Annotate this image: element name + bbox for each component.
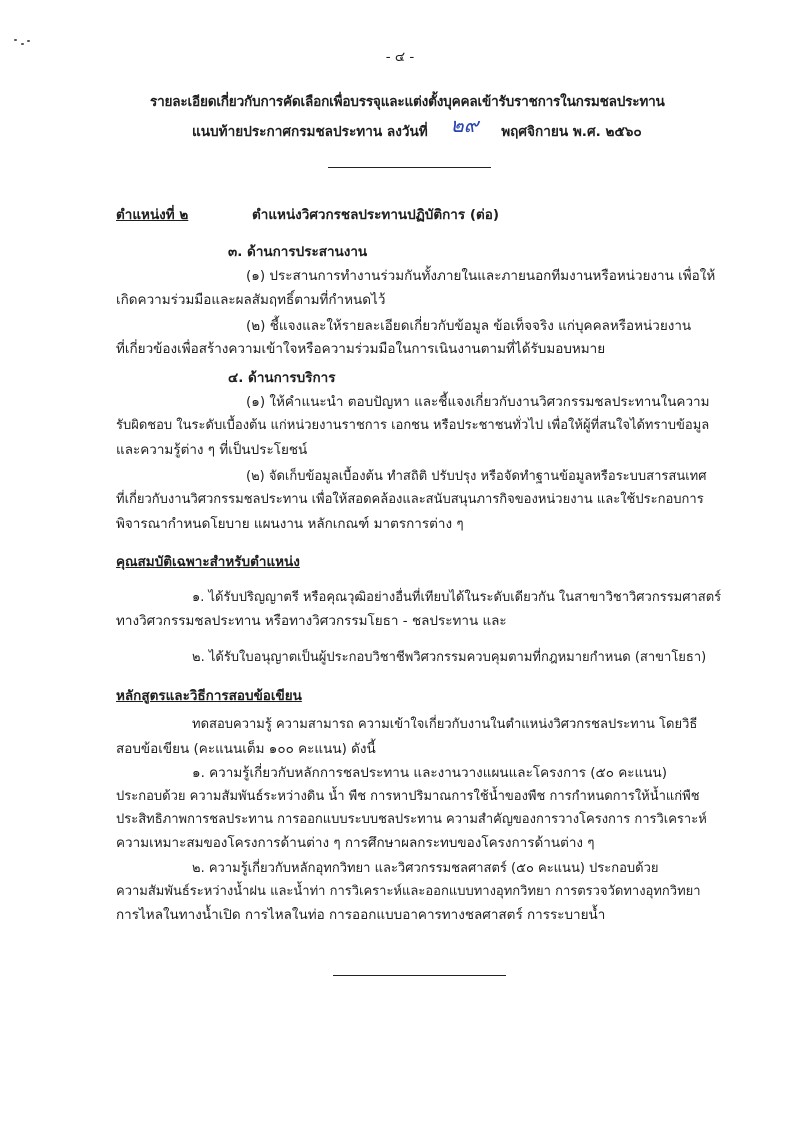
scan-speck xyxy=(27,40,30,42)
qualifications-item-1-line-1: ๑. ได้รับปริญญาตรี หรือคุณวุฒิอย่างอื่นที่เทียบได้ในระดับเดียวกัน ในสาขาวิชาวิศวกรรมศาสตร์ xyxy=(192,590,722,605)
exam-item-1-line-1: ๑. ความรู้เกี่ยวกับหลักการชลประทาน และงานวางแผนและโครงการ (๕๐ คะแนน) xyxy=(192,765,667,781)
section-4-item-1-line-3: และความรู้ต่าง ๆ ที่เป็นประโยชน์ xyxy=(116,442,308,458)
position-name: ตำแหน่งวิศวกรชลประทานปฏิบัติการ (ต่อ) xyxy=(252,207,500,223)
exam-item-1-line-3: ประสิทธิภาพการชลประทาน การออกแบบระบบชลประทาน ความสำคัญของการวางโครงการ การวิเคราะห์ xyxy=(116,812,707,827)
section-3-item-1-line-1: (๑) ประสานการทำงานร่วมกันทั้งภายในและภายนอกทีมงานหรือหน่วยงาน เพื่อให้ xyxy=(246,268,716,284)
section-3-item-2-line-1: (๒) ชี้แจงและให้รายละเอียดเกี่ยวกับข้อมูล ข้อเท็จจริง แก่บุคคลหรือหน่วยงาน xyxy=(246,318,692,334)
page-number: - ๔ - xyxy=(385,49,415,65)
exam-intro-line-2: สอบข้อเขียน (คะแนนเต็ม ๑๐๐ คะแนน) ดังนี้ xyxy=(116,741,376,757)
section-4-item-2-line-2: ที่เกี่ยวกับงานวิศวกรรมชลประทาน เพื่อให้สอดคล้องและสนับสนุนภารกิจของหน่วยงาน และใช้ประกอบการ xyxy=(116,492,704,507)
title-divider xyxy=(328,167,491,168)
exam-item-1-line-4: ความเหมาะสมของโครงการด้านต่าง ๆ การศึกษาผลกระทบของโครงการด้านต่าง ๆ xyxy=(116,835,595,851)
section-4-heading: ๔. ด้านการบริการ xyxy=(228,370,336,386)
scan-speck xyxy=(14,39,17,41)
qualifications-item-2-line-1: ๒. ได้รับใบอนุญาตเป็นผู้ประกอบวิชาชีพวิศวกรรมควบคุมตามที่กฎหมายกำหนด (สาขาโยธา) xyxy=(192,650,707,665)
exam-item-2-line-2: ความสัมพันธ์ระหว่างน้ำฝน และน้ำท่า การวิเคราะห์และออกแบบทางอุทกวิทยา การตรวจวัดทางอุทกวิทยา xyxy=(116,884,701,899)
title-line-2-suffix: พฤศจิกายน พ.ศ. ๒๕๖๐ xyxy=(501,124,642,140)
exam-item-2-line-3: การไหลในทางน้ำเปิด การไหลในท่อ การออกแบบอาคารทางชลศาสตร์ การระบายน้ำ xyxy=(116,907,606,923)
qualifications-heading: คุณสมบัติเฉพาะสำหรับตำแหน่ง xyxy=(116,554,300,570)
section-4-item-1-line-2: รับผิดชอบ ในระดับเบื้องต้น แก่หน่วยงานราชการ เอกชน หรือประชาชนทั่วไป เพื่อให้ผู้ที่สนใจได้ทราบข้อมูล xyxy=(116,418,710,433)
exam-item-2-line-1: ๒. ความรู้เกี่ยวกับหลักอุทกวิทยา และวิศวกรรมชลศาสตร์ (๕๐ คะแนน) ประกอบด้วย xyxy=(192,861,659,876)
title-line-2 xyxy=(192,113,642,143)
section-4-item-2-line-3: พิจารณากำหนดโยบาย แผนงาน หลักเกณฑ์ มาตรการต่าง ๆ xyxy=(116,516,464,532)
handwritten-date: ๒๙ xyxy=(450,113,479,137)
title-line-2-prefix: แนบท้ายประกาศกรมชลประทาน ลงวันที่ xyxy=(192,124,428,140)
exam-intro-line-1: ทดสอบความรู้ ความสามารถ ความเข้าใจเกี่ยวกับงานในตำแหน่งวิศวกรชลประทาน โดยวิธี xyxy=(192,717,698,732)
exam-heading: หลักสูตรและวิธีการสอบข้อเขียน xyxy=(116,688,302,704)
section-3-item-2-line-2: ที่เกี่ยวข้องเพื่อสร้างความเข้าใจหรือความร่วมมือในการเนินงานตามที่ได้รับมอบหมาย xyxy=(116,341,606,357)
exam-item-1-line-2: ประกอบด้วย ความสัมพันธ์ระหว่างดิน น้ำ พืช การหาปริมาณการใช้น้ำของพืช การกำหนดการให้น้ำแก่พืช xyxy=(116,789,700,804)
section-4-item-2-line-1: (๒) จัดเก็บข้อมูลเบื้องต้น ทำสถิติ ปรับปรุง หรือจัดทำฐานข้อมูลหรือระบบสารสนเทศ xyxy=(246,469,707,484)
section-3-item-1-line-2: เกิดความร่วมมือและผลสัมฤทธิ์ตามที่กำหนดไว้ xyxy=(116,292,386,308)
qualifications-item-1-line-2: ทางวิศวกรรมชลประทาน หรือทางวิศวกรรมโยธา - ชลประทาน และ xyxy=(116,613,507,629)
section-3-heading: ๓. ด้านการประสานงาน xyxy=(228,244,368,260)
position-label: ตำแหน่งที่ ๒ xyxy=(116,207,189,223)
scan-speck xyxy=(21,43,24,45)
closing-divider xyxy=(333,975,506,976)
title-line-1: รายละเอียดเกี่ยวกับการคัดเลือกเพื่อบรรจุและแต่งตั้งบุคคลเข้ารับราชการในกรมชลประทาน xyxy=(150,94,665,110)
section-4-item-1-line-1: (๑) ให้คำแนะนำ ตอบปัญหา และชี้แจงเกี่ยวกับงานวิศวกรรมชลประทานในความ xyxy=(246,394,710,410)
